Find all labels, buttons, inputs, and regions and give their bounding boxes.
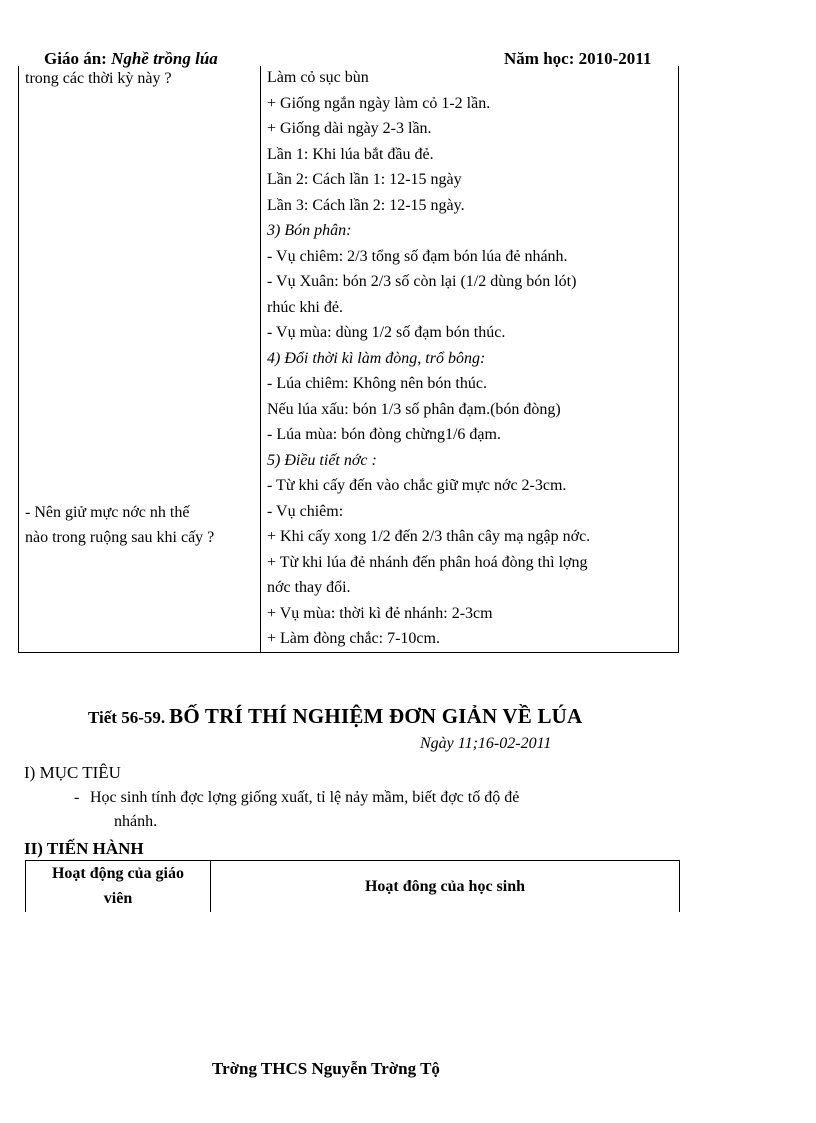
answer-line: nớc thay đổi. xyxy=(267,579,351,596)
answer-line: + Làm đòng chắc: 7-10cm. xyxy=(267,630,440,647)
answer-line: + Vụ mùa: thời kì đẻ nhánh: 2-3cm xyxy=(267,604,493,622)
objective-text-continued: nhánh. xyxy=(114,813,158,830)
answer-subheading: 4) Đổi thời kì làm đòng, trổ bông: xyxy=(267,349,486,367)
question-line: trong các thời kỳ này ? xyxy=(25,70,172,87)
answer-subheading: 3) Bón phân: xyxy=(267,222,352,239)
answer-line: Làm cỏ sục bùn xyxy=(267,69,369,86)
answer-line: Lần 2: Cách lần 1: 12-15 ngày xyxy=(267,171,462,188)
answer-line: Nếu lúa xấu: bón 1/3 số phân đạm.(bón đòng) xyxy=(267,400,561,418)
answer-subheading: 5) Điều tiết nớc : xyxy=(267,451,377,469)
lesson-title: BỐ TRÍ THÍ NGHIỆM ĐƠN GIẢN VỀ LÚA xyxy=(169,704,583,728)
student-activity-header: Hoạt đông của học sinh xyxy=(364,878,526,895)
page-footer-school: Trờng THCS Nguyễn Trờng Tộ xyxy=(212,1059,440,1078)
answer-line: rhúc khi đẻ. xyxy=(267,298,343,316)
student-answers-column xyxy=(267,65,672,652)
lesson-title-block xyxy=(88,704,582,729)
objective-bullet xyxy=(74,786,674,834)
bullet-dash: - xyxy=(74,789,80,806)
header-subject: Nghề trồng lúa xyxy=(111,49,218,68)
page-header-right: Năm học: 2010-2011 xyxy=(504,49,652,68)
objective-text: Học sinh tính đợc lợng giống xuất, tỉ lệ nảy mầm, biết đợc tố độ đẻ xyxy=(90,789,520,806)
answer-line: + Khi cấy xong 1/2 đến 2/3 thân cây mạ ngập nớc. xyxy=(267,528,591,545)
teacher-questions-column xyxy=(25,66,257,551)
teacher-activity-header: Hoạt động của giáo viên xyxy=(51,865,184,907)
lesson-date: Ngày 11;16-02-2011 xyxy=(420,735,552,752)
answer-line: + Giống ngắn ngày làm cỏ 1-2 lần. xyxy=(267,94,491,112)
table-divider xyxy=(260,66,261,652)
answer-line: - Từ khi cấy đến vào chắc giữ mực nớc 2-3cm. xyxy=(267,477,567,494)
section-objectives-heading: I) MỤC TIÊU xyxy=(24,763,121,782)
section-procedure-heading: II) TIẾN HÀNH xyxy=(24,839,144,858)
answer-line: - Vụ mùa: dùng 1/2 số đạm bón thúc. xyxy=(267,324,506,341)
answer-line: - Lúa chiêm: Không nên bón thúc. xyxy=(267,375,487,392)
answer-line: - Vụ Xuân: bón 2/3 số còn lại (1/2 dùng bón lót) xyxy=(267,273,577,290)
answer-line: Lần 1: Khi lúa bắt đầu đẻ. xyxy=(267,145,434,163)
answer-line: + Từ khi lúa đẻ nhánh đến phân hoá đòng thì lợng xyxy=(267,553,588,571)
header-label: Giáo án: xyxy=(44,49,107,68)
lesson-number: Tiết 56-59. xyxy=(88,708,166,727)
lesson-table-continued xyxy=(18,66,679,653)
question-line: nào trong ruộng sau khi cấy ? xyxy=(25,529,215,546)
answer-line: Lần 3: Cách lần 2: 12-15 ngày. xyxy=(267,196,465,214)
answer-line: + Giống dài ngày 2-3 lần. xyxy=(267,120,432,137)
answer-line: - Vụ chiêm: xyxy=(267,502,344,520)
activity-table-header xyxy=(25,860,680,912)
question-line: - Nên giử mực nớc nh thế xyxy=(25,503,190,521)
answer-line: - Vụ chiêm: 2/3 tổng số đạm bón lúa đẻ nhánh. xyxy=(267,247,568,265)
answer-line: - Lúa mùa: bón đòng chừng1/6 đạm. xyxy=(267,426,501,443)
